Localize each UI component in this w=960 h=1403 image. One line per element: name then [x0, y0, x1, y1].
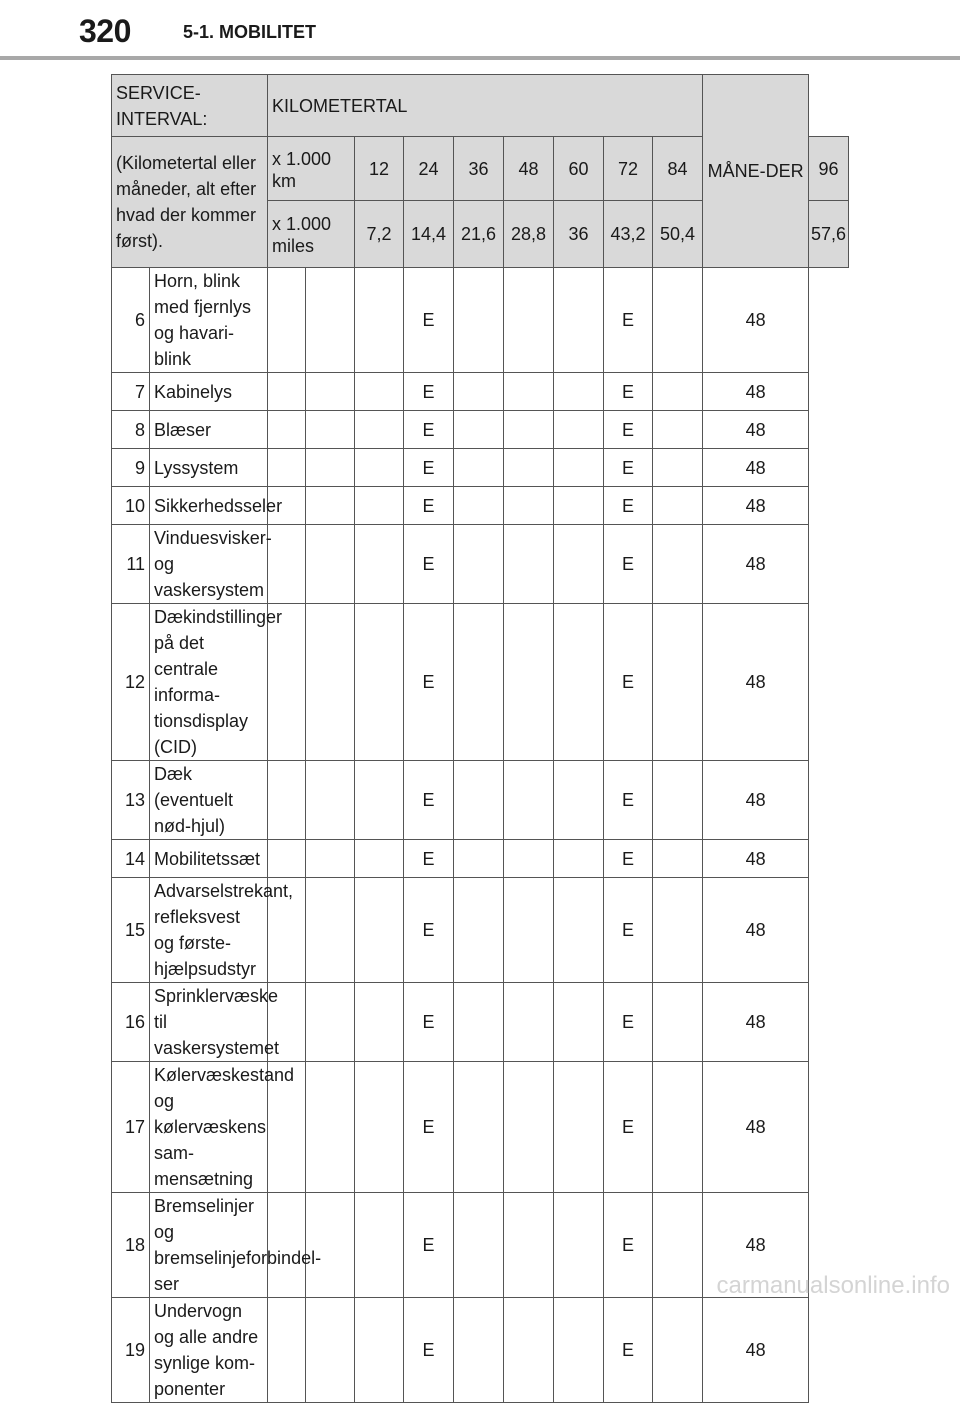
row-number: 10 [112, 487, 150, 525]
row-cell-empty [504, 878, 554, 983]
header-rule [0, 56, 960, 60]
row-mark-72: E [604, 983, 653, 1062]
km-value-1: 24 [404, 137, 454, 201]
row-months: 48 [703, 373, 809, 411]
km-header: KILOMETERTAL [268, 75, 703, 137]
row-mark-36: E [404, 761, 454, 840]
row-number: 12 [112, 604, 150, 761]
unit-km: x 1.000 km [268, 137, 355, 201]
row-cell-empty [554, 1298, 604, 1403]
row-months: 48 [703, 604, 809, 761]
row-cell-empty [355, 373, 404, 411]
row-cell-empty [454, 268, 504, 373]
row-cell-empty [306, 840, 355, 878]
row-cell-empty [454, 487, 504, 525]
row-cell-empty [554, 449, 604, 487]
row-item: Lyssystem [150, 449, 268, 487]
row-item: Dæk (eventuelt nød-hjul) [150, 761, 268, 840]
km-value-5: 72 [604, 137, 653, 201]
watermark-credit: carmanualsonline.info [716, 1272, 950, 1299]
row-cell-empty [454, 840, 504, 878]
row-cell-empty [306, 411, 355, 449]
row-cell-empty [554, 487, 604, 525]
page-number: 320 [79, 13, 131, 49]
table-row [112, 411, 849, 449]
table-row [112, 268, 849, 373]
row-cell-empty [454, 1193, 504, 1298]
row-cell-empty [454, 449, 504, 487]
row-item: Sprinklervæske til vaskersystemet [150, 983, 268, 1062]
row-months: 48 [703, 487, 809, 525]
months-header: MÅNE-DER [703, 75, 809, 268]
interval-header: SERVICE-INTERVAL: [112, 75, 268, 137]
row-item: Bremselinjer og bremselinjeforbindel-ser [150, 1193, 268, 1298]
row-item: Blæser [150, 411, 268, 449]
row-cell-empty [653, 487, 703, 525]
row-mark-72: E [604, 373, 653, 411]
row-number: 16 [112, 983, 150, 1062]
row-cell-empty [454, 761, 504, 840]
row-cell-empty [554, 761, 604, 840]
table-row [112, 604, 849, 761]
row-cell-empty [355, 487, 404, 525]
row-number: 15 [112, 878, 150, 983]
row-cell-empty [355, 525, 404, 604]
km-value-3: 48 [504, 137, 554, 201]
row-mark-36: E [404, 449, 454, 487]
table-row [112, 983, 849, 1062]
row-cell-empty [653, 525, 703, 604]
table-row [112, 487, 849, 525]
row-mark-36: E [404, 983, 454, 1062]
row-mark-36: E [404, 268, 454, 373]
row-cell-empty [306, 604, 355, 761]
row-cell-empty [306, 1298, 355, 1403]
row-mark-36: E [404, 840, 454, 878]
row-cell-empty [454, 411, 504, 449]
row-cell-empty [653, 604, 703, 761]
row-cell-empty [653, 1298, 703, 1403]
row-cell-empty [268, 761, 306, 840]
row-number: 19 [112, 1298, 150, 1403]
table-body [112, 268, 849, 1403]
row-cell-empty [653, 878, 703, 983]
row-mark-36: E [404, 373, 454, 411]
row-mark-72: E [604, 1298, 653, 1403]
row-number: 13 [112, 761, 150, 840]
table-row [112, 449, 849, 487]
row-item: Undervogn og alle andre synlige kom-ponenter [150, 1298, 268, 1403]
table-row [112, 1062, 849, 1193]
row-cell-empty [504, 840, 554, 878]
row-cell-empty [355, 761, 404, 840]
row-cell-empty [504, 761, 554, 840]
table-row [112, 373, 849, 411]
table-row [112, 525, 849, 604]
row-mark-72: E [604, 1062, 653, 1193]
row-cell-empty [554, 604, 604, 761]
row-mark-72: E [604, 1193, 653, 1298]
row-cell-empty [653, 449, 703, 487]
row-cell-empty [454, 604, 504, 761]
table-row [112, 761, 849, 840]
row-cell-empty [653, 840, 703, 878]
row-mark-72: E [604, 411, 653, 449]
row-cell-empty [554, 411, 604, 449]
row-mark-36: E [404, 878, 454, 983]
row-mark-72: E [604, 878, 653, 983]
row-cell-empty [268, 840, 306, 878]
km-value-6: 84 [653, 137, 703, 201]
row-cell-empty [504, 373, 554, 411]
row-mark-36: E [404, 411, 454, 449]
row-mark-72: E [604, 487, 653, 525]
row-cell-empty [355, 449, 404, 487]
row-months: 48 [703, 525, 809, 604]
row-item: Mobilitetssæt [150, 840, 268, 878]
row-cell-empty [268, 1193, 306, 1298]
row-mark-36: E [404, 604, 454, 761]
row-mark-72: E [604, 268, 653, 373]
mile-value-6: 50,4 [653, 201, 703, 268]
row-number: 6 [112, 268, 150, 373]
row-cell-empty [306, 761, 355, 840]
row-cell-empty [504, 487, 554, 525]
row-item: Sikkerhedsseler [150, 487, 268, 525]
row-months: 48 [703, 411, 809, 449]
km-value-4: 60 [554, 137, 604, 201]
row-number: 9 [112, 449, 150, 487]
section-title: 5-1. MOBILITET [183, 22, 317, 42]
mile-value-4: 36 [554, 201, 604, 268]
row-cell-empty [653, 1193, 703, 1298]
row-cell-empty [653, 983, 703, 1062]
row-cell-empty [504, 1193, 554, 1298]
row-cell-empty [306, 525, 355, 604]
table-head [112, 75, 849, 268]
row-cell-empty [653, 268, 703, 373]
row-cell-empty [355, 840, 404, 878]
row-cell-empty [554, 525, 604, 604]
mile-value-1: 14,4 [404, 201, 454, 268]
row-cell-empty [504, 1062, 554, 1193]
row-cell-empty [268, 1298, 306, 1403]
row-mark-36: E [404, 1062, 454, 1193]
row-cell-empty [268, 411, 306, 449]
row-item: Vinduesvisker- og vaskersystem [150, 525, 268, 604]
row-months: 48 [703, 878, 809, 983]
row-cell-empty [653, 1062, 703, 1193]
row-cell-empty [554, 840, 604, 878]
row-number: 17 [112, 1062, 150, 1193]
row-cell-empty [355, 268, 404, 373]
row-number: 18 [112, 1193, 150, 1298]
row-cell-empty [554, 1193, 604, 1298]
row-cell-empty [504, 1298, 554, 1403]
row-cell-empty [268, 525, 306, 604]
row-cell-empty [306, 373, 355, 411]
row-cell-empty [653, 373, 703, 411]
row-months: 48 [703, 1298, 809, 1403]
row-item: Dækindstillinger på det centrale informa-tionsdisplay (CID) [150, 604, 268, 761]
row-item: Kabinelys [150, 373, 268, 411]
row-cell-empty [268, 268, 306, 373]
row-number: 11 [112, 525, 150, 604]
row-mark-72: E [604, 449, 653, 487]
row-number: 7 [112, 373, 150, 411]
row-cell-empty [306, 1062, 355, 1193]
row-cell-empty [268, 604, 306, 761]
row-mark-72: E [604, 604, 653, 761]
row-cell-empty [306, 983, 355, 1062]
row-months: 48 [703, 840, 809, 878]
row-mark-72: E [604, 525, 653, 604]
row-cell-empty [454, 373, 504, 411]
row-cell-empty [268, 373, 306, 411]
row-item: Horn, blink med fjernlys og havari-blink [150, 268, 268, 373]
mile-value-0: 7,2 [355, 201, 404, 268]
row-cell-empty [355, 604, 404, 761]
row-mark-36: E [404, 525, 454, 604]
km-value-0: 12 [355, 137, 404, 201]
row-cell-empty [268, 449, 306, 487]
row-cell-empty [504, 411, 554, 449]
mile-value-3: 28,8 [504, 201, 554, 268]
row-cell-empty [554, 268, 604, 373]
row-mark-72: E [604, 840, 653, 878]
table-row [112, 1298, 849, 1403]
row-cell-empty [454, 983, 504, 1062]
row-months: 48 [703, 449, 809, 487]
row-cell-empty [306, 487, 355, 525]
row-cell-empty [653, 411, 703, 449]
mile-value-5: 43,2 [604, 201, 653, 268]
row-number: 8 [112, 411, 150, 449]
row-cell-empty [355, 411, 404, 449]
row-item: Kølervæskestand og kølervæskens sam-mensætning [150, 1062, 268, 1193]
row-months: 48 [703, 983, 809, 1062]
row-months: 48 [703, 761, 809, 840]
row-months: 48 [703, 1062, 809, 1193]
row-cell-empty [306, 1193, 355, 1298]
row-cell-empty [454, 1298, 504, 1403]
row-months: 48 [703, 268, 809, 373]
interval-subheader: (Kilometertal eller måneder, alt efter hvad der kommer først). [112, 137, 268, 268]
row-mark-36: E [404, 1193, 454, 1298]
row-cell-empty [504, 525, 554, 604]
km-value-2: 36 [454, 137, 504, 201]
row-cell-empty [306, 449, 355, 487]
row-number: 14 [112, 840, 150, 878]
row-cell-empty [653, 761, 703, 840]
row-cell-empty [554, 373, 604, 411]
table-row [112, 840, 849, 878]
row-cell-empty [504, 604, 554, 761]
row-cell-empty [454, 525, 504, 604]
row-mark-36: E [404, 1298, 454, 1403]
maintenance-table [111, 74, 849, 1403]
row-cell-empty [554, 878, 604, 983]
row-cell-empty [504, 449, 554, 487]
unit-miles: x 1.000 miles [268, 201, 355, 268]
row-cell-empty [454, 1062, 504, 1193]
row-mark-36: E [404, 487, 454, 525]
row-cell-empty [355, 878, 404, 983]
km-value-7: 96 [809, 137, 849, 201]
mile-value-7: 57,6 [809, 201, 849, 268]
row-mark-72: E [604, 761, 653, 840]
row-cell-empty [454, 878, 504, 983]
row-item: Advarselstrekant, refleksvest og første-hjælpsudstyr [150, 878, 268, 983]
row-cell-empty [355, 1193, 404, 1298]
row-cell-empty [306, 268, 355, 373]
row-cell-empty [504, 983, 554, 1062]
row-cell-empty [355, 1062, 404, 1193]
row-cell-empty [355, 1298, 404, 1403]
row-cell-empty [504, 268, 554, 373]
row-cell-empty [355, 983, 404, 1062]
table-row [112, 878, 849, 983]
mile-value-2: 21,6 [454, 201, 504, 268]
row-months: 48 [703, 1193, 809, 1298]
row-cell-empty [306, 878, 355, 983]
row-cell-empty [554, 1062, 604, 1193]
row-cell-empty [554, 983, 604, 1062]
